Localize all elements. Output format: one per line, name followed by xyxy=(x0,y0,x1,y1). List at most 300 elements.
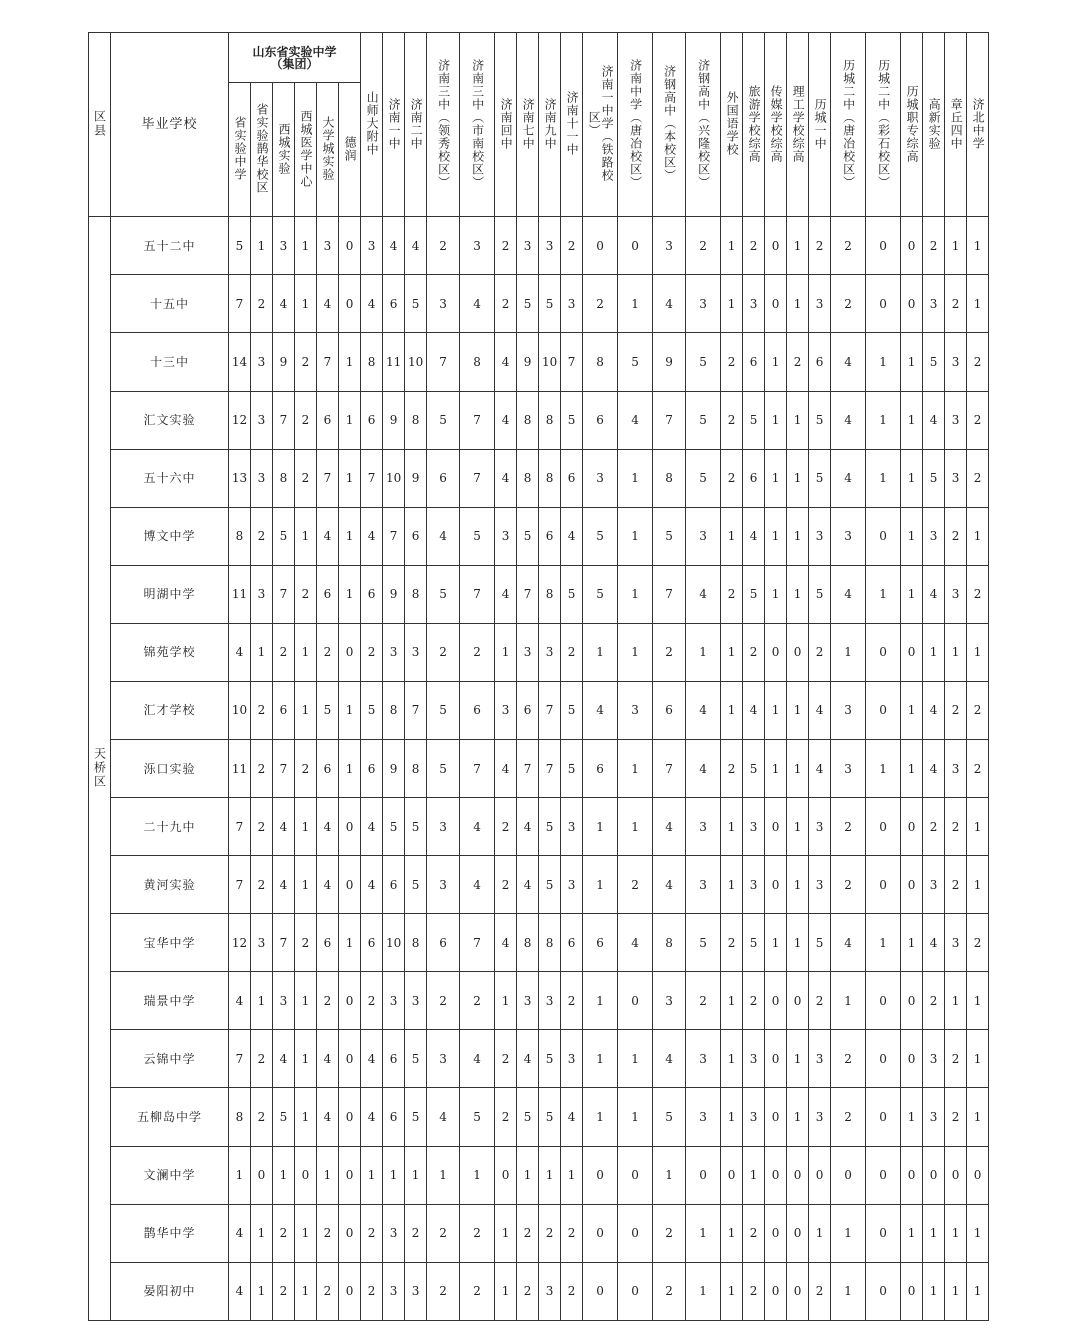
quota-cell: 2 xyxy=(361,972,383,1030)
quota-cell: 0 xyxy=(765,1088,787,1146)
column-header: 济南回中 xyxy=(499,97,514,150)
quota-cell: 3 xyxy=(686,507,721,565)
quota-cell: 1 xyxy=(317,1146,339,1204)
quota-cell: 4 xyxy=(923,681,945,739)
table-row xyxy=(89,623,989,681)
quota-cell: 4 xyxy=(923,391,945,449)
quota-cell: 7 xyxy=(405,681,427,739)
quota-cell: 1 xyxy=(383,1146,405,1204)
quota-cell: 5 xyxy=(618,333,653,391)
quota-cell: 2 xyxy=(561,623,583,681)
column-header-cell xyxy=(383,33,405,217)
quota-cell: 1 xyxy=(923,1262,945,1320)
quota-cell: 3 xyxy=(923,507,945,565)
quota-cell: 0 xyxy=(765,623,787,681)
quota-cell: 2 xyxy=(686,217,721,275)
quota-cell: 1 xyxy=(787,275,809,333)
quota-cell: 8 xyxy=(405,391,427,449)
quota-cell: 0 xyxy=(583,1204,618,1262)
quota-cell: 6 xyxy=(809,333,831,391)
quota-cell: 1 xyxy=(743,1146,765,1204)
quota-cell: 4 xyxy=(273,275,295,333)
quota-cell: 0 xyxy=(339,1146,361,1204)
quota-cell: 2 xyxy=(743,623,765,681)
quota-cell: 0 xyxy=(866,507,901,565)
school-name-cell: 鹊华中学 xyxy=(111,1204,229,1262)
quota-cell: 3 xyxy=(539,1262,561,1320)
quota-cell: 2 xyxy=(923,972,945,1030)
header-row-1 xyxy=(89,33,989,83)
quota-cell: 0 xyxy=(901,1146,923,1204)
quota-cell: 5 xyxy=(539,856,561,914)
quota-cell: 6 xyxy=(383,856,405,914)
quota-cell: 0 xyxy=(339,217,361,275)
quota-cell: 1 xyxy=(561,1146,583,1204)
quota-cell: 11 xyxy=(383,333,405,391)
quota-cell: 6 xyxy=(361,565,383,623)
quota-cell: 3 xyxy=(923,1030,945,1088)
quota-cell: 1 xyxy=(495,623,517,681)
quota-cell: 7 xyxy=(229,275,251,333)
quota-cell: 5 xyxy=(743,739,765,797)
quota-cell: 0 xyxy=(866,275,901,333)
quota-cell: 6 xyxy=(427,449,460,507)
quota-cell: 1 xyxy=(339,333,361,391)
quota-cell: 6 xyxy=(743,449,765,507)
quota-cell: 4 xyxy=(561,507,583,565)
quota-cell: 14 xyxy=(229,333,251,391)
quota-cell: 1 xyxy=(517,1146,539,1204)
quota-cell: 1 xyxy=(901,507,923,565)
quota-cell: 2 xyxy=(809,1262,831,1320)
quota-cell: 1 xyxy=(866,565,901,623)
quota-cell: 4 xyxy=(405,217,427,275)
quota-cell: 5 xyxy=(561,739,583,797)
quota-cell: 3 xyxy=(945,333,967,391)
quota-cell: 0 xyxy=(251,1146,273,1204)
quota-cell: 3 xyxy=(383,623,405,681)
quota-cell: 3 xyxy=(517,217,539,275)
quota-cell: 2 xyxy=(517,1262,539,1320)
column-header: 章丘四中 xyxy=(949,97,964,150)
quota-cell: 4 xyxy=(653,275,686,333)
quota-cell: 4 xyxy=(460,856,495,914)
quota-cell: 2 xyxy=(361,1204,383,1262)
quota-cell: 1 xyxy=(686,1262,721,1320)
quota-cell: 7 xyxy=(539,681,561,739)
quota-cell: 4 xyxy=(831,333,866,391)
school-name-cell: 锦苑学校 xyxy=(111,623,229,681)
quota-cell: 5 xyxy=(809,565,831,623)
quota-cell: 6 xyxy=(317,391,339,449)
table-row xyxy=(89,1088,989,1146)
quota-cell: 6 xyxy=(361,739,383,797)
quota-cell: 3 xyxy=(405,1262,427,1320)
quota-cell: 0 xyxy=(901,798,923,856)
quota-cell: 1 xyxy=(427,1146,460,1204)
quota-cell: 0 xyxy=(866,856,901,914)
quota-cell: 0 xyxy=(295,1146,317,1204)
quota-cell: 1 xyxy=(787,1030,809,1088)
quota-cell: 1 xyxy=(618,565,653,623)
quota-cell: 5 xyxy=(405,275,427,333)
quota-cell: 4 xyxy=(361,798,383,856)
column-header-cell xyxy=(721,33,743,217)
table-row xyxy=(89,1146,989,1204)
district-header: 区县 xyxy=(92,109,107,138)
quota-cell: 8 xyxy=(539,449,561,507)
quota-cell: 4 xyxy=(229,1262,251,1320)
quota-cell: 0 xyxy=(339,275,361,333)
quota-cell: 8 xyxy=(583,333,618,391)
column-header-cell xyxy=(517,33,539,217)
column-header: 济南三中（市南校区） xyxy=(470,58,485,189)
quota-cell: 7 xyxy=(653,739,686,797)
quota-cell: 3 xyxy=(427,856,460,914)
quota-cell: 6 xyxy=(517,681,539,739)
quota-cell: 3 xyxy=(539,217,561,275)
quota-cell: 5 xyxy=(686,333,721,391)
quota-cell: 2 xyxy=(295,739,317,797)
quota-cell: 4 xyxy=(273,798,295,856)
quota-cell: 12 xyxy=(229,914,251,972)
group-column-header: 大学城实验 xyxy=(321,116,335,182)
quota-cell: 5 xyxy=(561,565,583,623)
group-column-header-cell xyxy=(339,83,361,217)
quota-cell: 2 xyxy=(460,623,495,681)
quota-cell: 1 xyxy=(967,507,989,565)
quota-cell: 4 xyxy=(317,1088,339,1146)
quota-cell: 6 xyxy=(561,914,583,972)
quota-cell: 3 xyxy=(317,217,339,275)
quota-cell: 1 xyxy=(765,914,787,972)
quota-cell: 1 xyxy=(539,1146,561,1204)
table-body xyxy=(89,217,989,1321)
quota-cell: 1 xyxy=(618,623,653,681)
quota-cell: 9 xyxy=(405,449,427,507)
quota-cell: 0 xyxy=(618,217,653,275)
quota-cell: 1 xyxy=(251,217,273,275)
quota-cell: 8 xyxy=(517,449,539,507)
quota-cell: 0 xyxy=(866,1146,901,1204)
quota-cell: 2 xyxy=(945,1030,967,1088)
quota-cell: 0 xyxy=(618,1146,653,1204)
quota-cell: 2 xyxy=(495,217,517,275)
quota-cell: 3 xyxy=(495,681,517,739)
quota-cell: 2 xyxy=(561,1262,583,1320)
quota-cell: 6 xyxy=(361,914,383,972)
quota-cell: 4 xyxy=(495,391,517,449)
quota-cell: 1 xyxy=(721,856,743,914)
quota-cell: 9 xyxy=(383,739,405,797)
quota-cell: 0 xyxy=(765,1262,787,1320)
quota-cell: 6 xyxy=(539,507,561,565)
quota-cell: 1 xyxy=(901,739,923,797)
quota-cell: 1 xyxy=(405,1146,427,1204)
quota-cell: 4 xyxy=(460,1030,495,1088)
quota-cell: 5 xyxy=(743,391,765,449)
quota-cell: 2 xyxy=(923,217,945,275)
column-header-cell xyxy=(743,33,765,217)
quota-cell: 2 xyxy=(967,333,989,391)
quota-cell: 4 xyxy=(831,914,866,972)
quota-cell: 2 xyxy=(721,565,743,623)
quota-cell: 5 xyxy=(923,333,945,391)
school-name-cell: 二十九中 xyxy=(111,798,229,856)
quota-cell: 1 xyxy=(923,623,945,681)
quota-cell: 1 xyxy=(653,1146,686,1204)
quota-cell: 2 xyxy=(495,856,517,914)
quota-cell: 1 xyxy=(339,565,361,623)
quota-cell: 1 xyxy=(787,1088,809,1146)
quota-cell: 6 xyxy=(383,275,405,333)
school-name-cell: 明湖中学 xyxy=(111,565,229,623)
quota-cell: 2 xyxy=(251,856,273,914)
quota-cell: 3 xyxy=(383,1204,405,1262)
quota-cell: 2 xyxy=(618,856,653,914)
quota-cell: 1 xyxy=(251,1204,273,1262)
quota-cell: 1 xyxy=(787,914,809,972)
quota-cell: 1 xyxy=(583,972,618,1030)
quota-cell: 1 xyxy=(866,739,901,797)
quota-cell: 0 xyxy=(765,798,787,856)
quota-cell: 5 xyxy=(273,507,295,565)
quota-cell: 5 xyxy=(517,507,539,565)
quota-cell: 2 xyxy=(967,681,989,739)
quota-cell: 3 xyxy=(686,1030,721,1088)
school-name-cell: 十三中 xyxy=(111,333,229,391)
quota-cell: 1 xyxy=(765,391,787,449)
quota-cell: 1 xyxy=(831,972,866,1030)
quota-cell: 4 xyxy=(653,856,686,914)
quota-cell: 2 xyxy=(923,798,945,856)
quota-cell: 1 xyxy=(618,1030,653,1088)
column-header-cell xyxy=(495,33,517,217)
quota-cell: 10 xyxy=(229,681,251,739)
quota-cell: 2 xyxy=(945,681,967,739)
quota-cell: 0 xyxy=(339,1204,361,1262)
quota-cell: 2 xyxy=(945,507,967,565)
quota-cell: 4 xyxy=(495,333,517,391)
quota-cell: 2 xyxy=(251,798,273,856)
column-header: 济南中学（唐冶校区） xyxy=(628,58,643,189)
quota-cell: 3 xyxy=(251,333,273,391)
quota-cell: 1 xyxy=(721,681,743,739)
quota-cell: 7 xyxy=(273,391,295,449)
quota-cell: 1 xyxy=(967,856,989,914)
quota-cell: 7 xyxy=(460,914,495,972)
quota-cell: 4 xyxy=(686,565,721,623)
quota-cell: 8 xyxy=(653,914,686,972)
quota-cell: 5 xyxy=(561,681,583,739)
quota-cell: 3 xyxy=(945,391,967,449)
quota-cell: 0 xyxy=(618,1262,653,1320)
column-header-cell xyxy=(361,33,383,217)
quota-cell: 6 xyxy=(653,681,686,739)
school-name-cell: 五柳岛中学 xyxy=(111,1088,229,1146)
quota-cell: 3 xyxy=(809,856,831,914)
column-header-cell xyxy=(923,33,945,217)
quota-cell: 5 xyxy=(229,217,251,275)
quota-cell: 1 xyxy=(967,1088,989,1146)
quota-cell: 1 xyxy=(831,1204,866,1262)
quota-cell: 5 xyxy=(809,914,831,972)
quota-cell: 0 xyxy=(787,623,809,681)
quota-cell: 6 xyxy=(561,449,583,507)
quota-cell: 2 xyxy=(945,1088,967,1146)
column-header: 山师大附中 xyxy=(365,91,380,157)
table-row xyxy=(89,565,989,623)
column-header-cell xyxy=(901,33,923,217)
quota-cell: 1 xyxy=(251,1262,273,1320)
quota-cell: 8 xyxy=(517,914,539,972)
quota-cell: 10 xyxy=(405,333,427,391)
quota-cell: 4 xyxy=(653,798,686,856)
quota-cell: 5 xyxy=(743,565,765,623)
quota-cell: 0 xyxy=(809,1146,831,1204)
quota-cell: 2 xyxy=(831,275,866,333)
quota-cell: 1 xyxy=(901,565,923,623)
quota-cell: 3 xyxy=(251,391,273,449)
quota-cell: 3 xyxy=(743,798,765,856)
quota-cell: 3 xyxy=(460,217,495,275)
quota-cell: 2 xyxy=(809,217,831,275)
quota-cell: 9 xyxy=(383,565,405,623)
quota-cell: 5 xyxy=(539,798,561,856)
quota-cell: 1 xyxy=(945,217,967,275)
quota-cell: 0 xyxy=(765,1204,787,1262)
quota-cell: 5 xyxy=(405,1088,427,1146)
quota-cell: 4 xyxy=(653,1030,686,1088)
quota-cell: 0 xyxy=(866,1262,901,1320)
quota-cell: 2 xyxy=(495,275,517,333)
quota-cell: 4 xyxy=(583,681,618,739)
quota-cell: 1 xyxy=(618,275,653,333)
quota-cell: 7 xyxy=(653,565,686,623)
quota-cell: 0 xyxy=(339,1262,361,1320)
column-header: 旅游学校综高 xyxy=(747,84,762,163)
quota-cell: 2 xyxy=(561,217,583,275)
quota-cell: 0 xyxy=(618,1204,653,1262)
quota-cell: 0 xyxy=(901,1030,923,1088)
quota-cell: 1 xyxy=(721,623,743,681)
quota-cell: 4 xyxy=(317,507,339,565)
quota-cell: 3 xyxy=(273,217,295,275)
group-column-header: 省实验鹊华校区 xyxy=(255,103,269,195)
group-column-header-cell xyxy=(317,83,339,217)
column-header: 济南三中（领秀校区） xyxy=(436,58,451,189)
quota-cell: 1 xyxy=(295,856,317,914)
quota-cell: 3 xyxy=(809,1030,831,1088)
quota-cell: 3 xyxy=(809,275,831,333)
quota-cell: 0 xyxy=(686,1146,721,1204)
quota-cell: 6 xyxy=(317,565,339,623)
quota-cell: 3 xyxy=(686,1088,721,1146)
quota-cell: 3 xyxy=(251,914,273,972)
quota-cell: 3 xyxy=(561,1030,583,1088)
school-name-cell: 泺口实验 xyxy=(111,739,229,797)
quota-cell: 7 xyxy=(460,739,495,797)
quota-cell: 2 xyxy=(653,1262,686,1320)
quota-cell: 0 xyxy=(339,856,361,914)
column-header: 历城二中（唐冶校区） xyxy=(841,58,856,189)
quota-cell: 6 xyxy=(317,914,339,972)
quota-cell: 1 xyxy=(618,798,653,856)
quota-cell: 2 xyxy=(743,1204,765,1262)
quota-cell: 13 xyxy=(229,449,251,507)
quota-cell: 6 xyxy=(383,1030,405,1088)
quota-cell: 0 xyxy=(866,972,901,1030)
column-header-cell xyxy=(765,33,787,217)
quota-cell: 8 xyxy=(460,333,495,391)
quota-cell: 7 xyxy=(229,1030,251,1088)
quota-cell: 0 xyxy=(787,972,809,1030)
table-row xyxy=(89,856,989,914)
quota-cell: 1 xyxy=(583,1088,618,1146)
column-header: 济南二中 xyxy=(409,97,424,150)
quota-cell: 7 xyxy=(460,391,495,449)
table-row xyxy=(89,1262,989,1320)
quota-cell: 1 xyxy=(901,449,923,507)
column-header-cell xyxy=(866,33,901,217)
quota-cell: 2 xyxy=(251,1030,273,1088)
quota-cell: 0 xyxy=(866,623,901,681)
quota-cell: 4 xyxy=(317,1030,339,1088)
quota-cell: 3 xyxy=(809,1088,831,1146)
quota-cell: 6 xyxy=(427,914,460,972)
quota-cell: 2 xyxy=(251,1088,273,1146)
quota-cell: 4 xyxy=(361,856,383,914)
quota-cell: 1 xyxy=(495,1262,517,1320)
quota-cell: 3 xyxy=(539,623,561,681)
school-name-cell: 宝华中学 xyxy=(111,914,229,972)
quota-cell: 1 xyxy=(866,914,901,972)
column-header: 济钢高中（本校区） xyxy=(662,65,677,183)
quota-cell: 3 xyxy=(383,1262,405,1320)
quota-cell: 4 xyxy=(923,565,945,623)
school-name-cell: 十五中 xyxy=(111,275,229,333)
quota-cell: 0 xyxy=(787,1204,809,1262)
quota-cell: 2 xyxy=(361,1262,383,1320)
quota-cell: 3 xyxy=(809,507,831,565)
quota-cell: 1 xyxy=(460,1146,495,1204)
quota-cell: 1 xyxy=(495,972,517,1030)
quota-cell: 0 xyxy=(923,1146,945,1204)
quota-cell: 2 xyxy=(495,798,517,856)
quota-cell: 8 xyxy=(405,739,427,797)
quota-cell: 8 xyxy=(361,333,383,391)
quota-cell: 1 xyxy=(339,507,361,565)
school-name-cell: 黄河实验 xyxy=(111,856,229,914)
quota-cell: 0 xyxy=(765,217,787,275)
quota-cell: 2 xyxy=(273,623,295,681)
quota-cell: 5 xyxy=(427,391,460,449)
quota-cell: 3 xyxy=(427,798,460,856)
quota-cell: 2 xyxy=(295,333,317,391)
school-name-cell: 汇文实验 xyxy=(111,391,229,449)
quota-cell: 2 xyxy=(967,449,989,507)
quota-cell: 4 xyxy=(361,1030,383,1088)
quota-cell: 5 xyxy=(460,507,495,565)
quota-cell: 1 xyxy=(721,507,743,565)
quota-cell: 2 xyxy=(405,1204,427,1262)
quota-cell: 8 xyxy=(405,914,427,972)
quota-cell: 8 xyxy=(229,507,251,565)
quota-cell: 1 xyxy=(721,1088,743,1146)
quota-cell: 1 xyxy=(923,1204,945,1262)
quota-cell: 5 xyxy=(273,1088,295,1146)
quota-cell: 2 xyxy=(460,972,495,1030)
